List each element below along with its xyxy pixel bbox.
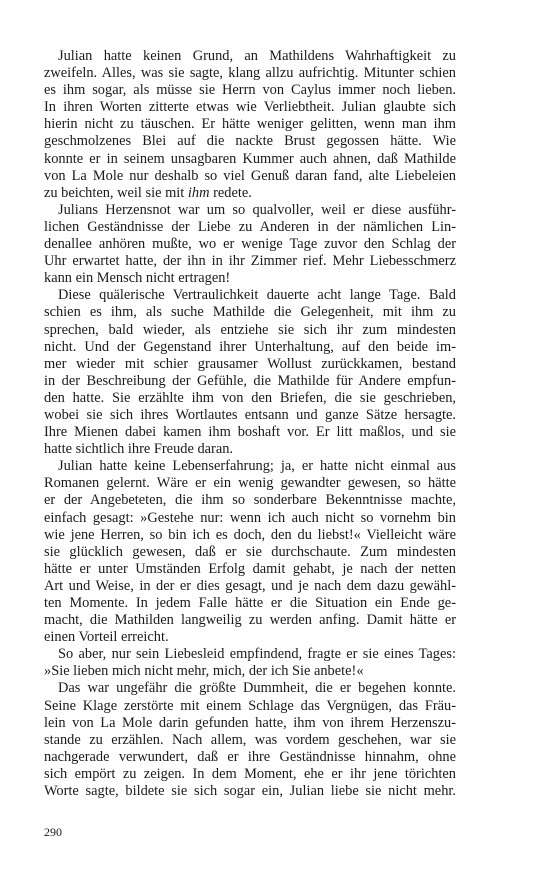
text-line: hatte sichtlich ihre Freude daran.	[44, 441, 234, 458]
text-line: wie jene Herren, so bin ich es doch, den du liebst!« Vielleicht wäre	[44, 526, 456, 543]
text-line	[44, 185, 456, 202]
text-line: Julian hatte keine Lebenserfahrung; ja, er hatte nicht einmal aus	[58, 458, 456, 475]
text-line: Seine Klage zerstörte mit einem Schlage das Vergnügen, das Fräu-	[44, 697, 456, 714]
text-line: Julians Herzensnot war um so qualvoller, weil er diese ausführ-	[58, 201, 456, 218]
text-line: Romanen gelernt. Wäre er ein wenig gewandter gewesen, so hätte	[44, 475, 456, 492]
text-line: mer wieder mit schier grausamer Wollust zurückkamen, bestand	[44, 355, 456, 372]
text-line: In ihren Worten zitterte etwas wie Verliebtheit. Julian glaubte sich	[44, 99, 456, 116]
text-line: nicht. Und der Gegenstand ihrer Unterhaltung, auf den beide im-	[44, 338, 456, 355]
text-line: Julian hatte keinen Grund, an Mathildens Wahrhaftigkeit zu	[58, 48, 456, 64]
text-run: redete.	[209, 184, 252, 201]
text-line: konnte er in seinem unsagbaren Kummer auch ahnen, daß Mathilde	[44, 150, 456, 167]
text-line: Uhr erwartet hatte, der ihn in ihr Zimmer rief. Mehr Liebesschmerz	[44, 253, 456, 270]
text-line: den hatte. Sie erzählte ihm von den Briefen, die sie geschrieben,	[44, 389, 456, 406]
text-line: in der Beschreibung der Gefühle, die Mathilde für Andere empfun-	[44, 372, 456, 389]
page-number: 290	[44, 825, 62, 839]
page-body	[44, 48, 456, 800]
text-line: »Sie lieben mich nicht mehr, mich, der ich Sie anbete!«	[44, 663, 364, 680]
text-line: schien es ihm, als suche Mathilde die Gelegenheit, mit ihm zu	[44, 304, 456, 321]
text-line: Art und Weise, in der er dies gesagt, und je nach dem dazu gewähl-	[44, 577, 456, 594]
text-line: macht, die Mathilden langweilig zu werden anfing. Damit hätte er	[44, 612, 456, 629]
text-line: geschmolzenes Blei auf die nackte Brust gegossen hätte. Wie	[44, 133, 456, 150]
text-line: es ihm sogar, als müsse sie Herrn von Caylus immer noch lieben.	[44, 82, 456, 99]
emphasis-text: ihm	[187, 184, 210, 201]
text-line: sich empört zu zeigen. In dem Moment, ehe er ihr jene törichten	[44, 765, 456, 782]
text-line: hätte er unter Umständen Erfolg damit gehabt, je nach der netten	[44, 560, 456, 577]
text-line: So aber, nur sein Liebesleid empfindend, fragte er sie eines Tages:	[58, 646, 456, 663]
text-line: Diese quälerische Vertraulichkeit dauerte acht lange Tage. Bald	[58, 287, 456, 304]
text-line: denallee anhören mußte, wo er wenige Tage zuvor den Schlag der	[44, 236, 456, 253]
text-line: einfach gesagt: »Gestehe nur: wenn ich auch nicht so vornehm bin	[44, 509, 456, 526]
text-line: lichen Geständnisse der Liebe zu Anderen in der nämlichen Lin-	[44, 218, 456, 235]
text-line: wobei sie sich ihres Wortlautes entsann und ganze Sätze hersagte.	[44, 406, 456, 423]
text-line: sprechen, bald wieder, als entziehe sie sich ihr zum mindesten	[44, 321, 456, 338]
text-line: nachgerade verwundert, daß er ihre Geständnisse hinnahm, ohne	[44, 748, 456, 765]
text-line: einen Vorteil erreicht.	[44, 629, 169, 646]
text-line: stande zu erzählen. Nach allem, was vordem geschehen, war sie	[44, 731, 456, 748]
text-line: sie glücklich gewesen, daß er sie durchschaute. Zum mindesten	[44, 543, 456, 560]
text-block	[44, 48, 456, 800]
text-line: Das war ungefähr die größte Dummheit, die er begehen konnte.	[58, 680, 456, 697]
text-line: Ihre Mienen dabei kamen ihm boshaft vor. Er litt maßlos, und sie	[44, 424, 456, 441]
text-line: er der Angebeteten, die ihm so sonderbare Bekenntnisse machte,	[44, 492, 456, 509]
text-line: ten Momente. In jedem Falle hätte er die Situation ein Ende ge-	[44, 595, 456, 611]
text-line: Worte sagte, bildete sie sich sogar ein, Julian liebe sie nicht mehr.	[44, 783, 456, 800]
text-line: lein von La Mole darin gefunden hatte, ihm von ihrem Herzenszu-	[44, 714, 456, 731]
text-line: von La Mole nur deshalb so viel Genuß daran fand, alte Liebeleien	[44, 167, 456, 184]
text-line: kann ein Mensch nicht ertragen!	[44, 270, 231, 287]
text-line: zweifeln. Alles, was sie sagte, klang allzu aufrichtig. Mitunter schien	[44, 65, 456, 82]
text-line: hierin nicht zu täuschen. Er hätte weniger gelitten, wenn man ihm	[44, 116, 456, 133]
text-run: zu beichten, weil sie mit	[44, 184, 188, 201]
